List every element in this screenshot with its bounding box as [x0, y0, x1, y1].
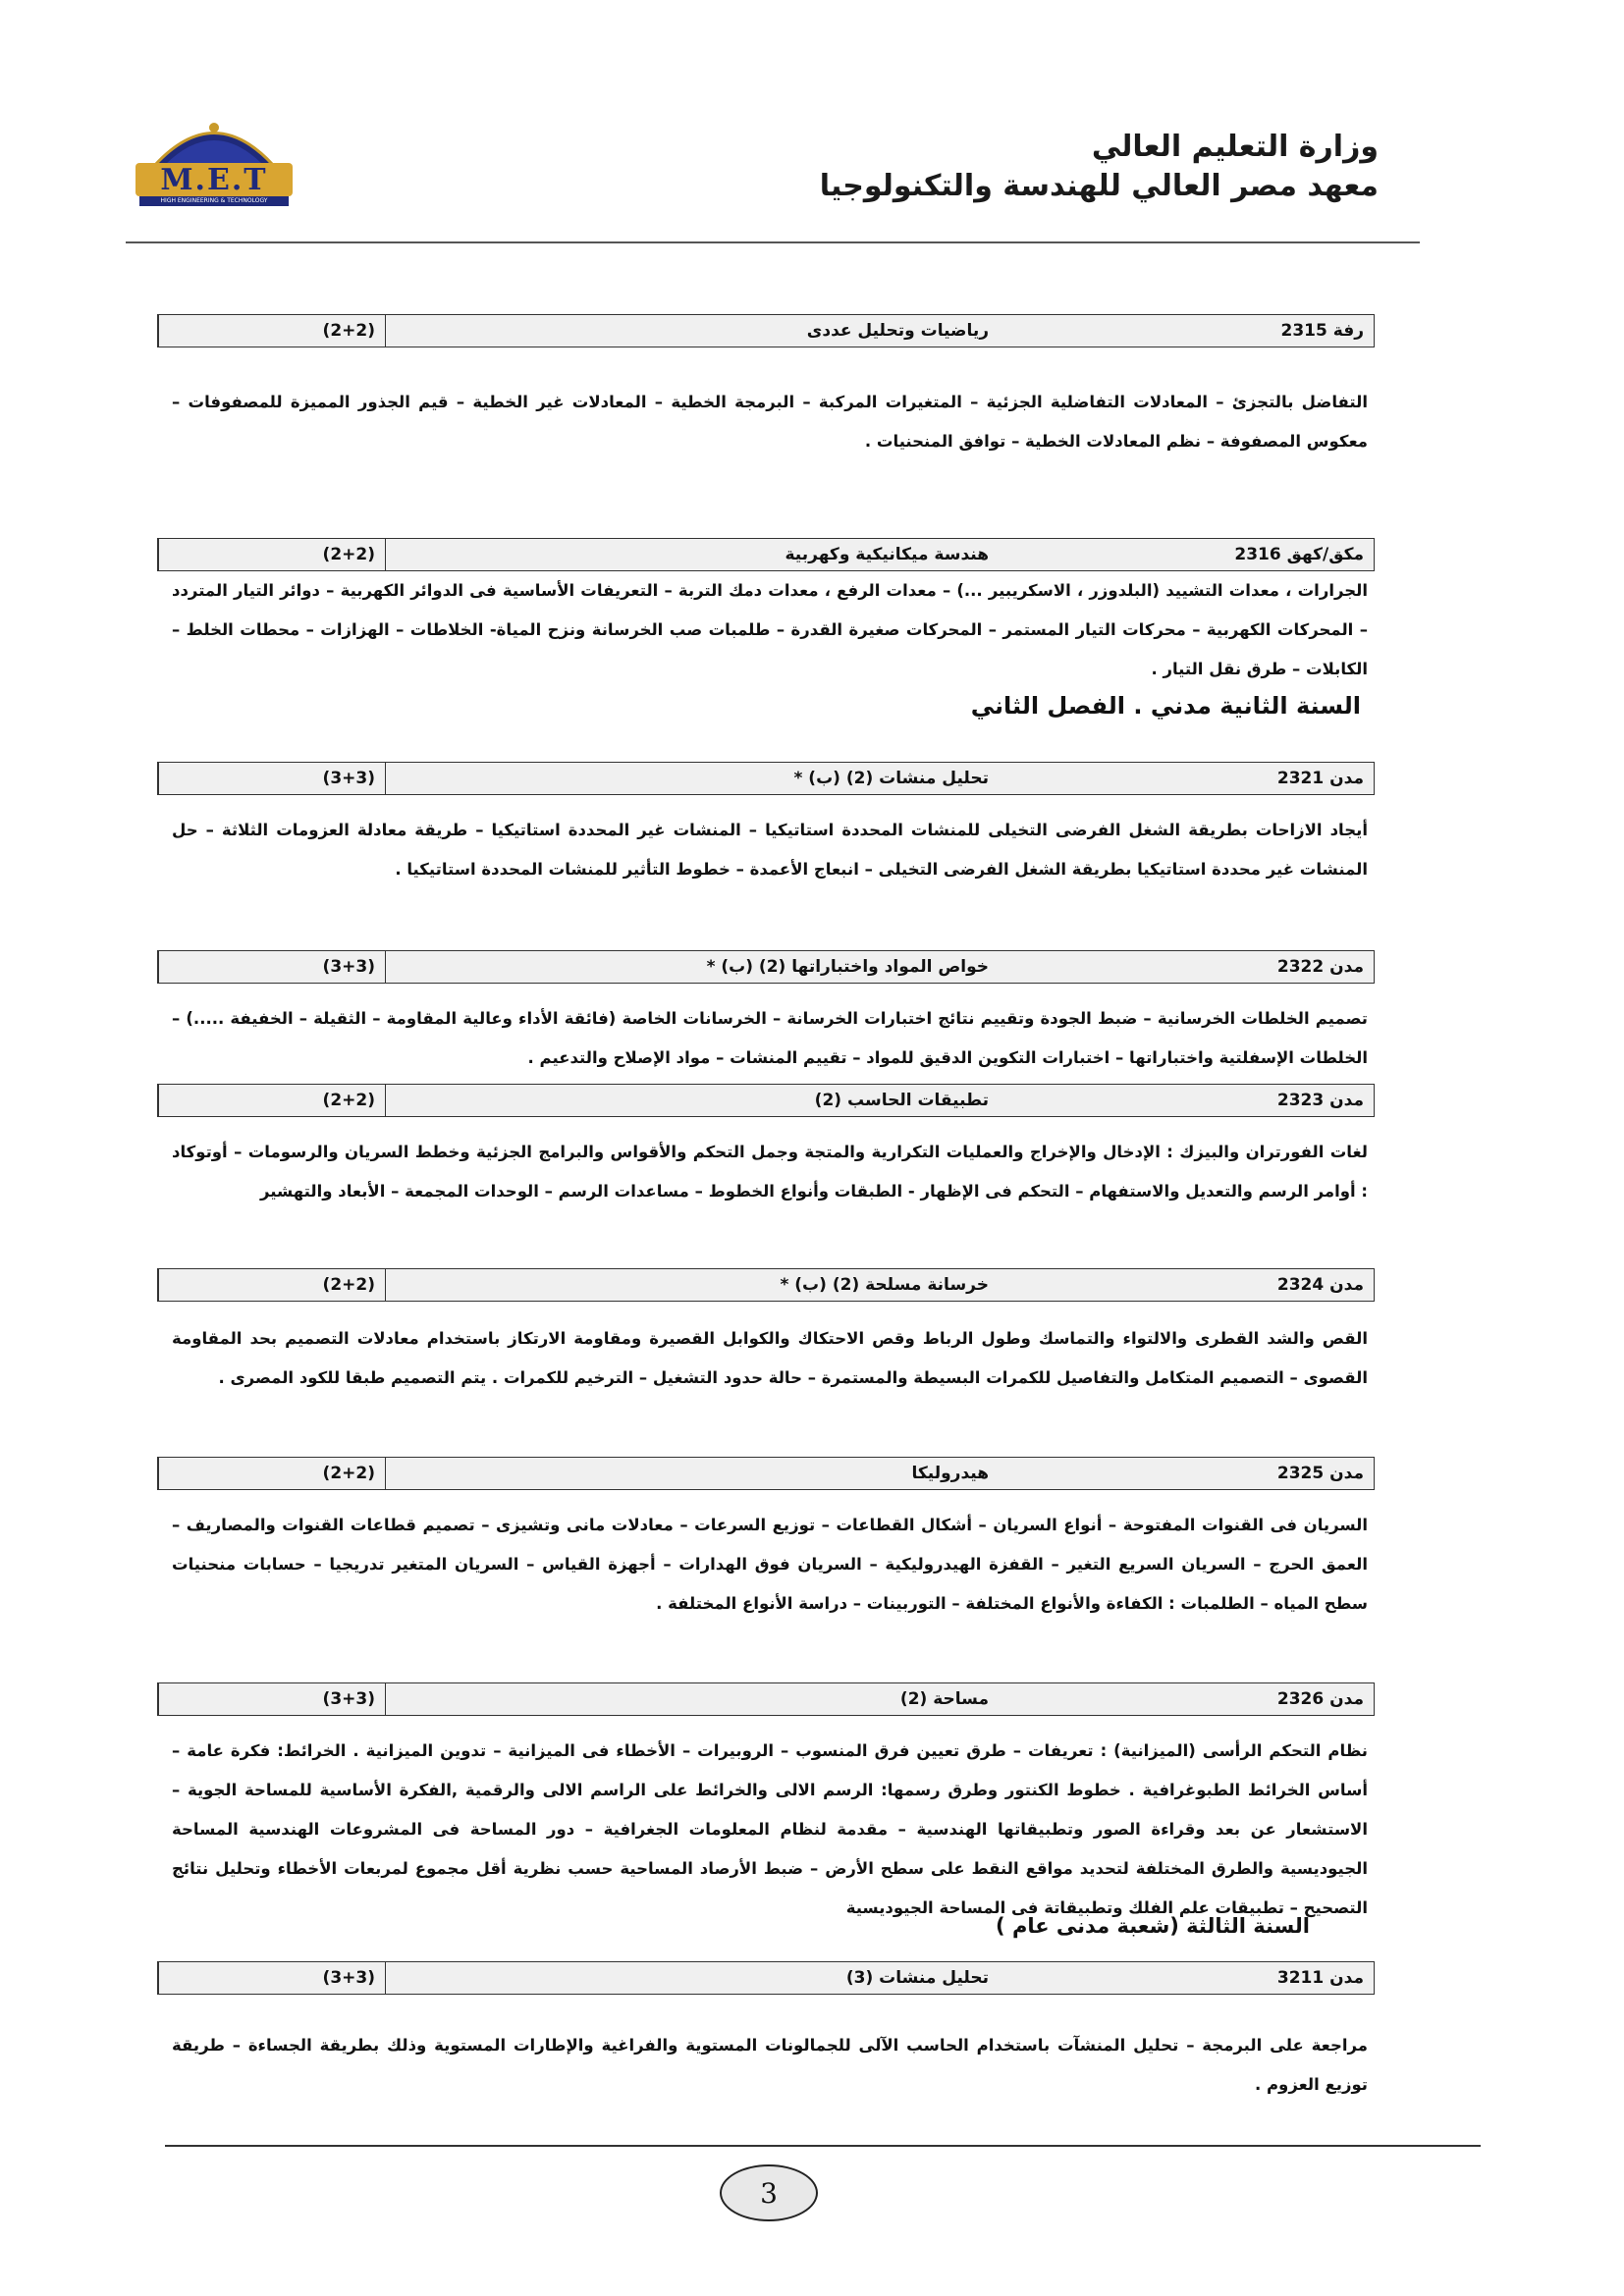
course-row	[157, 1457, 1375, 1490]
course-title: هندسة ميكانيكية وكهربية	[385, 539, 999, 570]
course-title: تحليل منشات (2) (ب) *	[385, 763, 999, 794]
course-row	[157, 950, 1375, 984]
course-title: تطبيقات الحاسب (2)	[385, 1085, 999, 1116]
course-title: مساحة (2)	[385, 1683, 999, 1715]
ministry-name: وزارة التعليم العالي	[1091, 130, 1379, 164]
course-hours: (2+2)	[158, 315, 385, 347]
institute-name: معهد مصر العالي للهندسة والتكنولوجيا	[819, 169, 1379, 203]
course-row	[157, 762, 1375, 795]
course-title: خواص المواد واختباراتها (2) (ب) *	[385, 951, 999, 983]
footer-divider	[165, 2145, 1481, 2147]
course-code: مدن 2326	[1276, 1689, 1364, 1709]
course-title: تحليل منشات (3)	[385, 1962, 999, 1994]
header-divider	[126, 241, 1420, 243]
course-code: مكق/كهق 2316	[1234, 545, 1364, 564]
course-description: مراجعة على البرمجة – تحليل المنشآت باستخدام الحاسب الآلى للجمالونات المستوية والفراغية والإطارات المستوية وذلك بطريقة الجساءة – طريقة توزيع العزوم .	[172, 2036, 1368, 2094]
course-code: مدن 2321	[1276, 769, 1364, 788]
header-title	[820, 128, 1379, 206]
course-hours: (3+3)	[158, 1683, 385, 1715]
course-hours: (3+3)	[158, 1962, 385, 1994]
course-title: خرسانة مسلحة (2) (ب) *	[385, 1269, 999, 1301]
course-row	[157, 1682, 1375, 1716]
course-description: تصميم الخلطات الخرسانية – ضبط الجودة وتقييم نتائج اختبارات الخرسانة – الخرسانات الخاصة (فائقة الأداء وعالية المقاومة – الثقيلة – الخفيفة .....) – الخلطات الإسفلتية واختباراتها – اختبارات التكوين الدقيق للمواد – تقييم المنشات – مواد الإصلاح والتدعيم .	[172, 1009, 1368, 1067]
section-heading: السنة الثالثة (شعبة مدنى عام )	[996, 1914, 1310, 1938]
course-hours: (2+2)	[158, 539, 385, 570]
logo-text: M.E.T	[160, 163, 268, 197]
page-number: 3	[720, 2164, 818, 2221]
course-description: الجرارات ، معدات التشييد (البلدوزر ، الاسكريبير ...) – معدات الرفع ، معدات دمك التربة – التعريفات الأساسية فى الدوائر الكهربية – دوائر التيار المتردد – المحركات الكهربية – محركات التيار المستمر – المحركات صغيرة القدرة – طلمبات صب الخرسانة ونزح المياة- الخلاطات – الهزازات – محطات الخلط – الكابلات – طرق نقل التيار .	[172, 581, 1368, 678]
course-hours: (2+2)	[158, 1458, 385, 1489]
course-row	[157, 1084, 1375, 1117]
course-description: السريان فى القنوات المفتوحة – أنواع السريان – أشكال القطاعات – توزيع السرعات – معادلات مانى وتشيزى – تصميم قطاعات القنوات والمصاريف – العمق الحرج – السريان السريع التغير – القفزة الهيدروليكية – السريان فوق الهدارات – أجهزة القياس – السريان المتغير تدريجيا – حسابات منحنيات سطح المياه – الطلمبات : الكفاءة والأنواع المختلفة – التوربينات – دراسة الأنواع المختلفة .	[172, 1516, 1368, 1613]
course-code: مدن 3211	[1276, 1968, 1364, 1988]
course-row	[157, 538, 1375, 571]
course-row	[157, 1961, 1375, 1995]
institute-logo	[126, 106, 302, 234]
course-hours: (3+3)	[158, 951, 385, 983]
course-row	[157, 1268, 1375, 1302]
course-code: مدن 2325	[1276, 1464, 1364, 1483]
course-hours: (2+2)	[158, 1269, 385, 1301]
course-row	[157, 314, 1375, 347]
course-description: لغات الفورتران والبيزك : الإدخال والإخراج والعمليات التكرارية والمتجة وجمل التحكم والأقواس والبرامج الجزئية وخطط السريان والرسومات – أوتوكاد : أوامر الرسم والتعديل والاستفهام – التحكم فى الإظهار - الطبقات وأنواع الخطوط – مساعدات الرسم – الوحدات المجمعة – الأبعاد والتهشير	[172, 1143, 1368, 1201]
course-title: رياضيات وتحليل عددى	[385, 315, 999, 347]
course-code: رفة 2315	[1280, 321, 1364, 341]
course-code: مدن 2324	[1276, 1275, 1364, 1295]
course-description: أيجاد الازاحات بطريقة الشغل الفرضى التخيلى للمنشات المحددة استاتيكيا – المنشات غير المحددة استاتيكيا – طريقة معادلة العزومات الثلاثة – حل المنشات غير محددة استاتيكيا بطريقة الشغل الفرضى التخيلى – انبعاج الأعمدة – خطوط التأثير للمنشات المحددة استاتيكيا .	[172, 821, 1368, 879]
course-description: نظام التحكم الرأسى (الميزانية) : تعريفات – طرق تعيين فرق المنسوب – الروبيرات – الأخطاء فى الميزانية – تدوين الميزانية . الخرائط: فكرة عامة –أساس الخرائط الطبوغرافية . خطوط الكنتور وطرق رسمها: الرسم الالى والخرائط على الراسم الالى والرقمية ,الفكرة الأساسية للمساحة الجوية – الاستشعار عن بعد وقراءة الصور وتطبيقاتها الهندسية – مقدمة لنظام المعلومات الجغرافية – دور المساحة فى المشروعات الهندسية المساحة الجيوديسية والطرق المختلفة لتحديد مواقع النقط على سطح الأرض – ضبط الأرصاد المساحية حسب نظرية أقل مجموع لمربعات الأخطاء وتحليل نتائج التصحيح – تطبيقات علم الفلك وتطبيقاتة فى المساحة الجيوديسية	[172, 1741, 1368, 1917]
section-heading: السنة الثانية مدني . الفصل الثاني	[970, 692, 1361, 720]
logo-subtext: HIGH ENGINEERING & TECHNOLOGY	[160, 197, 268, 204]
course-hours: (2+2)	[158, 1085, 385, 1116]
course-hours: (3+3)	[158, 763, 385, 794]
course-code: مدن 2323	[1276, 1091, 1364, 1110]
course-description: التفاضل بالتجزئ – المعادلات التفاضلية الجزئية – المتغيرات المركبة – البرمجة الخطية – المعادلات غير الخطية – قيم الجذور المميزة للمصفوفات – معكوس المصفوفة – نظم المعادلات الخطية – توافق المنحنيات .	[172, 393, 1368, 451]
course-title: هيدروليكا	[385, 1458, 999, 1489]
course-code: مدن 2322	[1276, 957, 1364, 977]
course-description: القص والشد القطرى والالتواء والتماسك وطول الرباط وقص الاحتكاك والكوابل القصيرة ومقاومة الارتكاز باستخدام معادلات التصميم بحد المقاومة القصوى – التصميم المتكامل والتفاصيل للكمرات البسيطة والمستمرة – حالة حدود التشغيل – الترخيم للكمرات . يتم التصميم طبقا للكود المصرى .	[172, 1329, 1368, 1387]
